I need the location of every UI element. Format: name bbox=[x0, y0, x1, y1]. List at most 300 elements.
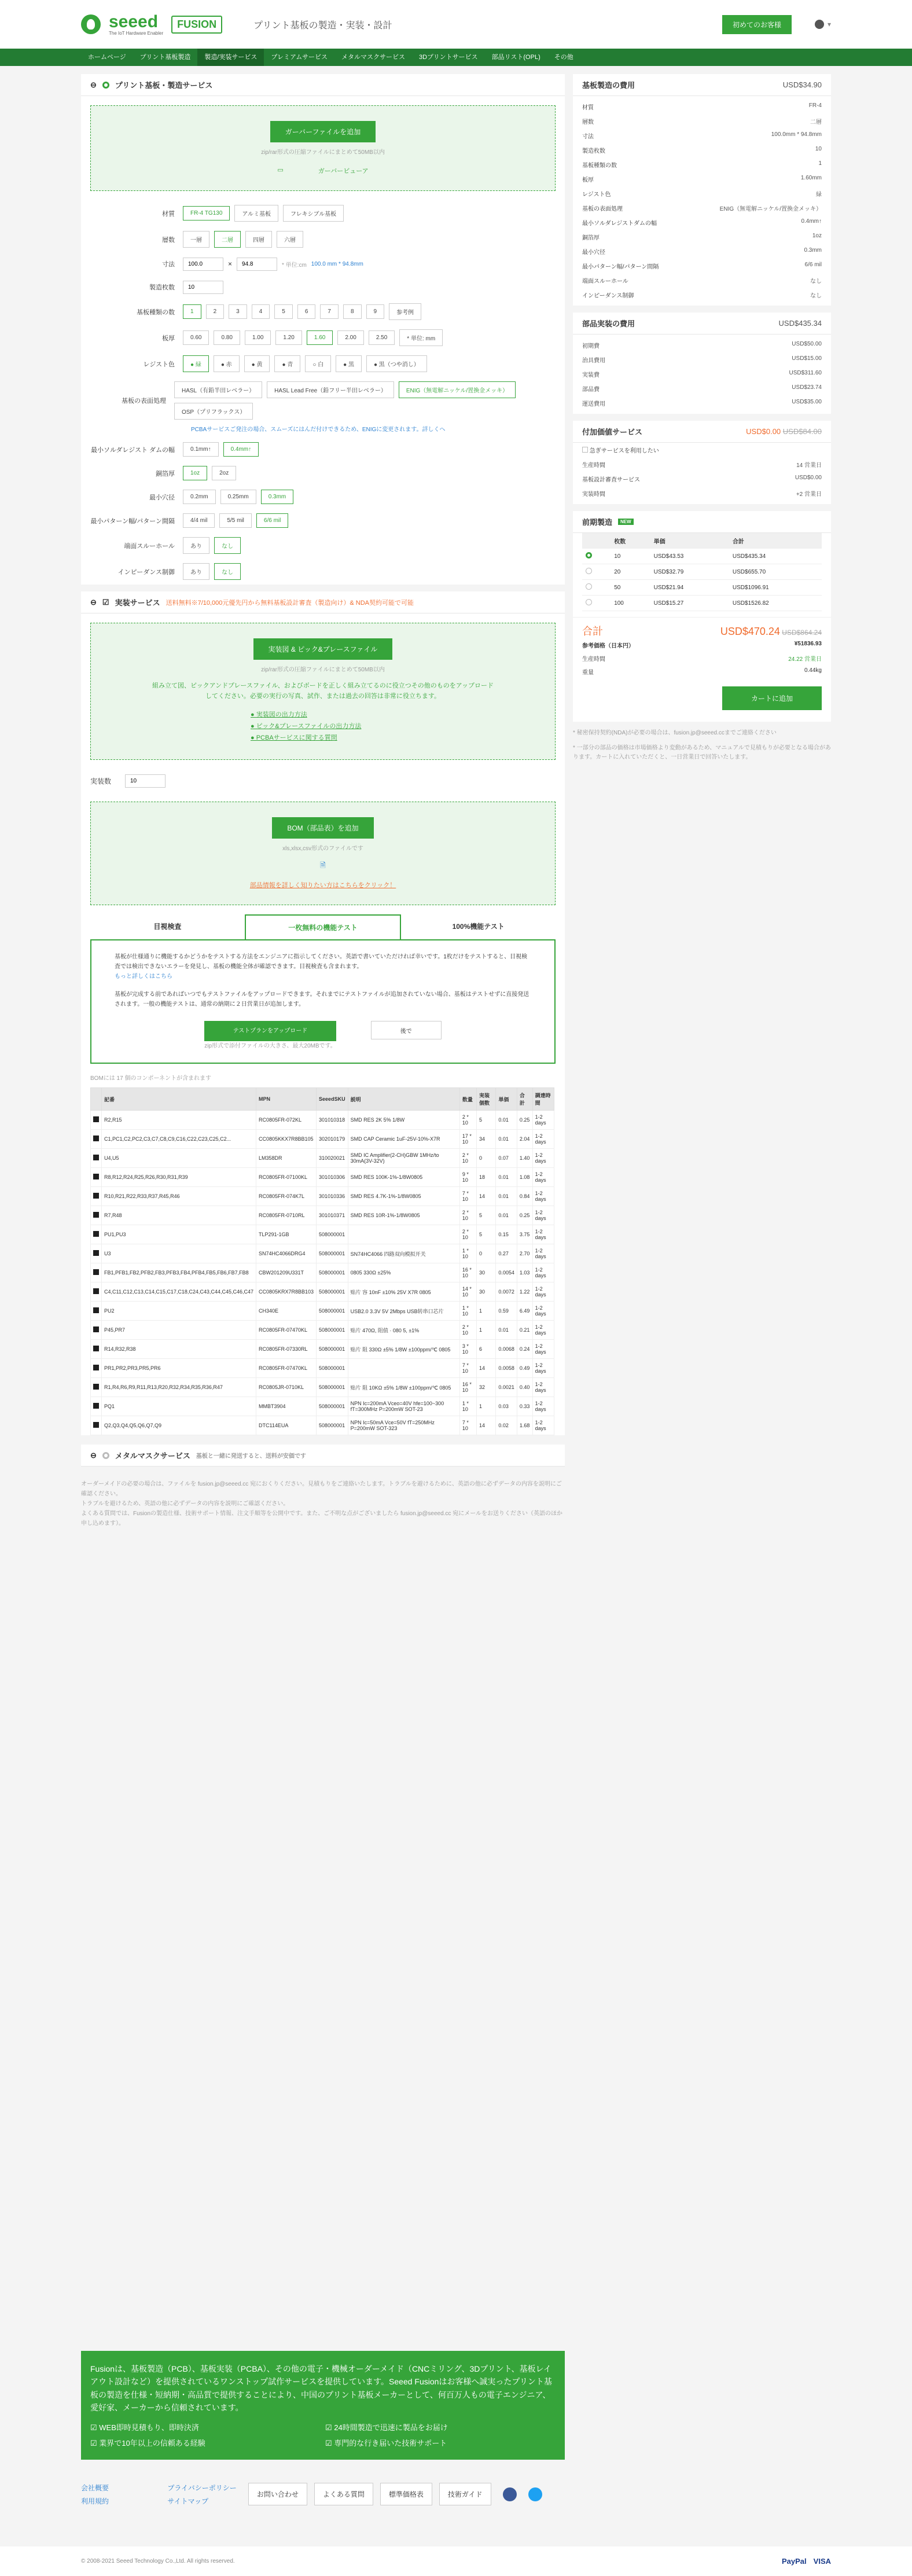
radio-cell[interactable] bbox=[582, 549, 611, 564]
upload-test-plan-button[interactable]: テストプランをアップロード bbox=[204, 1021, 336, 1041]
table-cell: SMD RES 4.7K-1%-1/8W0805 bbox=[348, 1187, 459, 1206]
table-cell: 2.04 bbox=[517, 1130, 532, 1149]
check-cell[interactable] bbox=[91, 1397, 102, 1416]
table-cell: 1-2 days bbox=[532, 1225, 554, 1244]
quantity-row[interactable] bbox=[582, 580, 822, 596]
assembly-link[interactable]: ● ピック&プレースファイルの出力方法 bbox=[251, 723, 362, 730]
table-cell: RC0805FR-0710RL bbox=[256, 1206, 316, 1225]
summary-row bbox=[573, 172, 831, 186]
summary-row bbox=[573, 143, 831, 157]
table-cell: 301010371 bbox=[317, 1206, 348, 1225]
table-cell: 2 * 10 bbox=[459, 1321, 476, 1340]
option-button[interactable]: 3 bbox=[229, 304, 247, 319]
nav-item[interactable]: 部品リスト(OPL) bbox=[491, 54, 540, 61]
stencil-note: 基板と一緒に発送すると、送料が安価です bbox=[196, 1453, 306, 1460]
check-cell[interactable] bbox=[91, 1206, 102, 1225]
checkbox-icon[interactable] bbox=[93, 1269, 99, 1275]
bom-info-link[interactable]: 部品情報を詳しく知りたい方はこちらをクリック！ bbox=[249, 882, 396, 890]
check-cell[interactable] bbox=[91, 1225, 102, 1244]
table-row bbox=[91, 1263, 554, 1283]
option-button[interactable]: 6 bbox=[297, 304, 316, 319]
option-button[interactable]: HASL（有鉛半田レベラー） bbox=[174, 381, 262, 398]
table-cell: 30 bbox=[477, 1283, 496, 1302]
footer-bullet: ☑ 24時間製造で迅速に製品をお届け bbox=[325, 2423, 448, 2432]
option-button[interactable]: なし bbox=[214, 537, 241, 554]
table-cell: 0.40 bbox=[517, 1378, 532, 1397]
option-button[interactable]: 2.00 bbox=[337, 330, 363, 345]
test-tab[interactable]: 目視検査 bbox=[90, 914, 245, 939]
footer-link[interactable]: プライバシーポリシー bbox=[167, 2483, 237, 2492]
table-cell: RC0805FR-072KL bbox=[256, 1111, 316, 1130]
section-title: 実装サービス bbox=[115, 598, 160, 607]
option-button[interactable]: 1.20 bbox=[275, 330, 301, 345]
option-button[interactable]: 4/4 mil bbox=[183, 513, 215, 528]
table-cell: Q2,Q3,Q4,Q5,Q6,Q7,Q9 bbox=[102, 1416, 256, 1435]
checkbox-icon[interactable] bbox=[93, 1403, 99, 1409]
option-button[interactable]: 参考例 bbox=[389, 303, 421, 320]
table-cell: 1 bbox=[477, 1321, 496, 1340]
check-cell[interactable] bbox=[91, 1340, 102, 1359]
row-value: 1 bbox=[818, 160, 822, 167]
table-cell: 1 bbox=[477, 1302, 496, 1321]
table-cell: 1-2 days bbox=[532, 1340, 554, 1359]
table-cell: 9 * 10 bbox=[459, 1168, 476, 1187]
footer-link[interactable]: 会社概要 bbox=[81, 2483, 109, 2492]
footer-bullet: ☑ 専門的な行き届いた技術サポート bbox=[325, 2438, 447, 2448]
nav-item[interactable]: プリント基板製造 bbox=[139, 54, 191, 61]
row-value: 1.60mm bbox=[800, 175, 822, 181]
summary-row bbox=[573, 486, 831, 501]
table-cell: 1-2 days bbox=[532, 1321, 554, 1340]
option-button[interactable]: 1.60 bbox=[307, 330, 333, 345]
stencil-section bbox=[81, 1445, 565, 1467]
footer-bullet: ☑ 業界で10年以上の信頼ある経験 bbox=[90, 2438, 205, 2448]
option-button[interactable]: 0.2mm bbox=[183, 490, 216, 504]
seeed-logo-icon bbox=[81, 14, 101, 34]
radio-icon[interactable] bbox=[102, 1452, 109, 1459]
table-cell: 0.01 bbox=[496, 1130, 517, 1149]
brand-name: seeed bbox=[109, 12, 159, 31]
field-row bbox=[81, 461, 565, 485]
bom-count: BOMには 17 個のコンポーネントが含まれます bbox=[90, 1075, 211, 1082]
row-value: USD$0.00 bbox=[795, 475, 822, 481]
check-cell[interactable] bbox=[91, 1263, 102, 1283]
option-button[interactable]: 1oz bbox=[183, 466, 207, 480]
row-value: +2 営業日 bbox=[796, 491, 822, 498]
checkbox-icon[interactable] bbox=[93, 1155, 99, 1160]
assembly-qty-input[interactable] bbox=[125, 774, 166, 788]
gerber-viewer-link[interactable]: ガーバービューア bbox=[318, 168, 369, 175]
option-button[interactable]: 6/6 mil bbox=[256, 513, 288, 528]
copyright-bar bbox=[0, 2546, 912, 2576]
summary-row bbox=[573, 288, 831, 302]
logo[interactable] bbox=[81, 13, 392, 36]
table-cell: 50 bbox=[611, 580, 650, 596]
footer-button[interactable]: 技術ガイド bbox=[439, 2483, 491, 2505]
table-cell: SMD CAP Ceramic 1uF-25V-10%-X7R bbox=[348, 1130, 459, 1149]
option-button[interactable]: 9 bbox=[366, 304, 385, 319]
table-cell: 7 * 10 bbox=[459, 1359, 476, 1378]
option-button[interactable]: ● 緑 bbox=[183, 355, 209, 372]
table-cell: PQ1 bbox=[102, 1397, 256, 1416]
gold-label: 最小ソルダレジスト ダムの幅 bbox=[90, 446, 175, 454]
assembly-note: 送料無料※7/10,000元優先円から無料基板設計審査（製造向け）& NDA契約可能で可能 bbox=[166, 599, 414, 607]
checkbox-icon[interactable] bbox=[93, 1346, 99, 1351]
table-cell: 0.0054 bbox=[496, 1263, 517, 1283]
width-input[interactable] bbox=[183, 258, 223, 271]
learn-more-link[interactable]: もっと詳しくはこちら bbox=[115, 973, 172, 980]
time-value: 24.22 営業日 bbox=[788, 656, 822, 663]
footer-button[interactable]: よくある質問 bbox=[314, 2483, 373, 2505]
summary-row bbox=[573, 472, 831, 486]
height-input[interactable] bbox=[237, 258, 277, 271]
twitter-icon[interactable] bbox=[528, 2487, 542, 2501]
checkbox-icon[interactable] bbox=[93, 1307, 99, 1313]
option-button[interactable]: 一層 bbox=[183, 231, 209, 248]
table-cell: RC0805FR-074K7L bbox=[256, 1187, 316, 1206]
summary-row bbox=[573, 273, 831, 288]
parts-cost-total: USD$435.34 bbox=[778, 319, 822, 328]
table-cell: 0.25 bbox=[517, 1206, 532, 1225]
facebook-icon[interactable] bbox=[503, 2487, 517, 2501]
checkbox-icon[interactable] bbox=[93, 1116, 99, 1122]
option-button[interactable]: 0.25mm bbox=[220, 490, 256, 504]
extra-price: USD$0.00 bbox=[746, 427, 781, 436]
table-cell: 5 bbox=[477, 1206, 496, 1225]
radio-cell[interactable] bbox=[582, 564, 611, 580]
option-button[interactable]: 0.60 bbox=[183, 330, 209, 345]
row-label: 寸法 bbox=[582, 134, 594, 140]
check-cell[interactable] bbox=[91, 1321, 102, 1340]
user-menu[interactable] bbox=[815, 20, 831, 29]
summary-row bbox=[573, 230, 831, 244]
option-button[interactable]: あり bbox=[183, 537, 209, 554]
row-value: USD$50.00 bbox=[792, 341, 822, 347]
row-label: 最小パターン幅/パターン間隔 bbox=[582, 264, 659, 270]
radio-icon[interactable] bbox=[102, 82, 109, 89]
collapse-icon[interactable]: ⊖ bbox=[90, 1450, 97, 1460]
fusion-logo: FUSION bbox=[171, 16, 222, 34]
table-cell: 0.21 bbox=[517, 1321, 532, 1340]
radio-cell[interactable] bbox=[582, 596, 611, 611]
option-button[interactable]: 7 bbox=[320, 304, 339, 319]
summary-row bbox=[573, 367, 831, 381]
option-button[interactable]: 2.50 bbox=[369, 330, 395, 345]
option-button[interactable]: ● 黒 bbox=[336, 355, 362, 372]
quantity-title: 前期製造 bbox=[582, 518, 613, 527]
add-gerber-button[interactable]: ガーバーファイルを追加 bbox=[270, 121, 376, 142]
table-cell: CC0805KKX7R8BB105 bbox=[256, 1130, 316, 1149]
table-cell: 1-2 days bbox=[532, 1206, 554, 1225]
options bbox=[174, 381, 556, 420]
test-tab[interactable]: 100%機能テスト bbox=[401, 914, 556, 939]
option-button[interactable]: ● 黒（つや消し） bbox=[366, 355, 427, 372]
row-label: 基板の表面処理 bbox=[582, 206, 623, 212]
first-time-button[interactable]: 初めてのお客様 bbox=[722, 15, 792, 34]
row-value: 二層 bbox=[810, 119, 822, 126]
col-radio bbox=[582, 533, 611, 549]
col-header: 記番 bbox=[102, 1088, 256, 1111]
nav-item[interactable]: プレミアムサービス bbox=[271, 54, 328, 61]
table-cell: 0.07 bbox=[496, 1149, 517, 1168]
summary-row bbox=[573, 338, 831, 352]
table-cell: 1-2 days bbox=[532, 1359, 554, 1378]
option-button[interactable]: ● 青 bbox=[274, 355, 300, 372]
radio-icon[interactable] bbox=[586, 599, 592, 605]
option-button[interactable]: 8 bbox=[343, 304, 362, 319]
summary-row bbox=[573, 128, 831, 143]
option-button[interactable]: ● 赤 bbox=[214, 355, 240, 372]
rush-checkbox[interactable] bbox=[582, 447, 588, 453]
gerber-dropzone[interactable] bbox=[90, 105, 556, 191]
summary-row bbox=[573, 457, 831, 472]
table-cell: 3.75 bbox=[517, 1225, 532, 1244]
table-row bbox=[91, 1187, 554, 1206]
row-label: 治具費用 bbox=[582, 358, 605, 364]
table-cell: SMD RES 100K-1%-1/8W0805 bbox=[348, 1168, 459, 1187]
table-cell: RC0805FR-07330RL bbox=[256, 1340, 316, 1359]
checkbox-icon[interactable] bbox=[93, 1365, 99, 1370]
table-cell: 0.0068 bbox=[496, 1340, 517, 1359]
nav-item[interactable]: 製造/実装サービス bbox=[197, 49, 264, 66]
quantity-row[interactable] bbox=[582, 564, 822, 580]
checkbox-icon[interactable] bbox=[93, 1174, 99, 1179]
option-button[interactable]: ● 黄 bbox=[244, 355, 270, 372]
table-cell: 508000001 bbox=[317, 1302, 348, 1321]
nav-item[interactable]: ホームページ bbox=[88, 54, 126, 61]
chevron-down-icon: ▾ bbox=[827, 20, 831, 28]
option-button[interactable]: 0.1mm↑ bbox=[183, 442, 219, 457]
table-cell: R7,R48 bbox=[102, 1206, 256, 1225]
extra-old-price: USD$84.00 bbox=[782, 427, 822, 436]
collapse-icon[interactable]: ⊖ bbox=[90, 597, 97, 607]
add-bom-button[interactable]: BOM（部品表）を追加 bbox=[272, 817, 373, 839]
options bbox=[183, 513, 288, 528]
footer-button[interactable]: お問い合わせ bbox=[248, 2483, 307, 2505]
option-button[interactable]: ENIG（無電解ニッケル/置換金メッキ） bbox=[399, 381, 516, 398]
check-cell[interactable] bbox=[91, 1416, 102, 1435]
add-to-cart-button[interactable]: カートに追加 bbox=[722, 686, 822, 710]
weight-value: 0.44kg bbox=[804, 667, 822, 674]
footer-link[interactable]: 利用規約 bbox=[81, 2497, 109, 2505]
option-button[interactable]: 二層 bbox=[214, 231, 241, 248]
row-label: 実装費 bbox=[582, 372, 600, 379]
field-label: レジスト色 bbox=[143, 361, 175, 368]
table-cell: PU2 bbox=[102, 1302, 256, 1321]
row-label: インピーダンス制御 bbox=[582, 293, 634, 299]
notice bbox=[81, 1473, 565, 1534]
row-value: USD$35.00 bbox=[792, 399, 822, 405]
option-button[interactable]: FR-4 TG130 bbox=[183, 206, 230, 221]
option-button[interactable]: 2 bbox=[206, 304, 225, 319]
check-cell[interactable] bbox=[91, 1130, 102, 1149]
table-cell: 0.01 bbox=[496, 1111, 517, 1130]
col-header: 合計 bbox=[729, 533, 822, 549]
check-cell[interactable] bbox=[91, 1168, 102, 1187]
option-button[interactable]: 四層 bbox=[245, 231, 272, 248]
option-button[interactable]: 5/5 mil bbox=[219, 513, 251, 528]
table-cell: 1.40 bbox=[517, 1149, 532, 1168]
checkbox-icon[interactable] bbox=[93, 1288, 99, 1294]
assembly-section bbox=[81, 591, 565, 1435]
table-cell: USD$32.79 bbox=[650, 564, 729, 580]
option-button[interactable]: 0.4mm↑ bbox=[223, 442, 259, 457]
table-cell: USD$21.94 bbox=[650, 580, 729, 596]
add-assembly-file-button[interactable]: 実装図 & ピック&プレースファイル bbox=[253, 638, 393, 660]
times: × bbox=[228, 260, 233, 268]
test-tab[interactable]: 一枚無料の機能テスト bbox=[245, 914, 402, 939]
option-button[interactable]: あり bbox=[183, 563, 209, 580]
pcb-section bbox=[81, 74, 565, 585]
row-value: USD$23.74 bbox=[792, 384, 822, 391]
table-cell: 1-2 days bbox=[532, 1130, 554, 1149]
size-unit: * 単位:cm bbox=[282, 262, 307, 269]
side-note: * 一部分の部品の価格は市場価格より変動があるため、マニュアルで見積もりが必要となる場合があります。カートに入れていただくと、一日営業日で回答いたします。 bbox=[573, 745, 831, 760]
table-cell: LM358DR bbox=[256, 1149, 316, 1168]
col-check bbox=[91, 1088, 102, 1111]
table-row bbox=[91, 1244, 554, 1263]
check-cell[interactable] bbox=[91, 1359, 102, 1378]
option-button[interactable]: 1 bbox=[183, 304, 201, 319]
qty-select[interactable] bbox=[183, 281, 223, 294]
table-cell: 3 * 10 bbox=[459, 1340, 476, 1359]
option-button[interactable]: HASL Lead Free（鉛フリー半田レベラー） bbox=[267, 381, 394, 398]
pcb-cost-panel bbox=[573, 74, 831, 306]
bom-dropzone[interactable] bbox=[90, 802, 556, 905]
table-cell: 7 * 10 bbox=[459, 1416, 476, 1435]
footer-link[interactable]: サイトマップ bbox=[167, 2497, 209, 2505]
table-cell: P45,PR7 bbox=[102, 1321, 256, 1340]
option-button[interactable]: なし bbox=[214, 563, 241, 580]
options bbox=[183, 466, 236, 480]
assembly-link[interactable]: ● 実装図の出力方法 bbox=[251, 711, 307, 719]
table-cell: 17 * 10 bbox=[459, 1130, 476, 1149]
quantity-row[interactable] bbox=[582, 549, 822, 564]
table-cell bbox=[348, 1225, 459, 1244]
assembly-link[interactable]: ● PCBAサービスに関する質問 bbox=[251, 734, 337, 742]
option-button[interactable]: アルミ基板 bbox=[234, 205, 278, 222]
summary-row bbox=[573, 157, 831, 172]
table-cell: RC0805FR-07470KL bbox=[256, 1321, 316, 1340]
quantity-panel bbox=[573, 511, 831, 722]
total-old-price: USD$864.24 bbox=[782, 629, 822, 637]
checkbox-icon[interactable] bbox=[93, 1384, 99, 1390]
radio-cell[interactable] bbox=[582, 580, 611, 596]
table-cell: 508000001 bbox=[317, 1416, 348, 1435]
section-title: プリント基板・製造サービス bbox=[115, 81, 213, 90]
radio-icon[interactable] bbox=[586, 552, 592, 558]
row-label: 板厚 bbox=[582, 177, 594, 183]
footer-button[interactable]: 標準価格表 bbox=[380, 2483, 432, 2505]
table-cell: 0.01 bbox=[496, 1168, 517, 1187]
field-label: 最小パターン幅/パターン間隔 bbox=[90, 517, 175, 525]
checkbox-icon[interactable] bbox=[93, 1212, 99, 1218]
table-cell: 0.84 bbox=[517, 1187, 532, 1206]
later-button[interactable]: 後で bbox=[371, 1021, 442, 1039]
checkbox-icon[interactable] bbox=[93, 1136, 99, 1141]
option-button[interactable]: 5 bbox=[274, 304, 293, 319]
assembly-dropzone[interactable] bbox=[90, 623, 556, 760]
table-cell: 5 bbox=[477, 1111, 496, 1130]
row-label: レジスト色 bbox=[582, 192, 611, 198]
nav-item[interactable]: メタルマスクサービス bbox=[341, 54, 405, 61]
option-button[interactable]: 六層 bbox=[277, 231, 303, 248]
row-value: 14 営業日 bbox=[796, 462, 822, 469]
table-row bbox=[91, 1359, 554, 1378]
option-button[interactable]: 2oz bbox=[212, 466, 236, 480]
summary-row bbox=[573, 215, 831, 230]
option-button[interactable]: 1.00 bbox=[245, 330, 271, 345]
pcb-cost-total: USD$34.90 bbox=[782, 80, 822, 89]
check-cell[interactable] bbox=[91, 1187, 102, 1206]
qty-label: 製造枚数 bbox=[149, 284, 175, 291]
time-label: 生産時間 bbox=[582, 656, 605, 663]
option-button[interactable]: フレキシブル基板 bbox=[283, 205, 344, 222]
row-value: USD$311.60 bbox=[789, 370, 822, 376]
check-cell[interactable] bbox=[91, 1244, 102, 1263]
nav-item[interactable]: その他 bbox=[554, 54, 573, 61]
table-cell: 508000001 bbox=[317, 1283, 348, 1302]
table-cell: PU1,PU3 bbox=[102, 1225, 256, 1244]
table-cell: 0.0021 bbox=[496, 1378, 517, 1397]
check-cell[interactable] bbox=[91, 1283, 102, 1302]
quantity-row[interactable] bbox=[582, 596, 822, 611]
row-label: 生産時間 bbox=[582, 462, 605, 469]
table-cell: R8,R12,R24,R25,R26,R30,R31,R39 bbox=[102, 1168, 256, 1187]
option-button[interactable]: ○ 白 bbox=[305, 355, 331, 372]
checkbox-icon[interactable] bbox=[93, 1193, 99, 1199]
table-cell: 1-2 days bbox=[532, 1302, 554, 1321]
option-button[interactable]: 0.80 bbox=[214, 330, 240, 345]
checkbox-icon[interactable] bbox=[93, 1250, 99, 1256]
copyright-text: © 2008-2021 Seeed Technology Co.,Ltd. All rights reserved. bbox=[81, 2558, 235, 2564]
site-header bbox=[0, 0, 912, 49]
checkbox-icon[interactable] bbox=[93, 1422, 99, 1428]
checkbox-icon[interactable] bbox=[93, 1231, 99, 1237]
checkbox-icon[interactable] bbox=[93, 1326, 99, 1332]
check-cell[interactable] bbox=[91, 1302, 102, 1321]
quantity-table bbox=[582, 533, 822, 611]
check-cell[interactable] bbox=[91, 1111, 102, 1130]
table-cell: U4,U5 bbox=[102, 1149, 256, 1168]
field-label: インピーダンス制御 bbox=[117, 568, 175, 576]
table-cell: RC0805JR-0710KL bbox=[256, 1378, 316, 1397]
check-icon[interactable]: ☑ bbox=[102, 597, 109, 607]
option-button[interactable]: OSP（プリフラックス） bbox=[174, 403, 253, 420]
table-cell: 0 bbox=[477, 1244, 496, 1263]
check-cell[interactable] bbox=[91, 1149, 102, 1168]
table-cell: 0.0072 bbox=[496, 1283, 517, 1302]
radio-icon[interactable] bbox=[586, 568, 592, 574]
table-cell: C1,PC1,C2,PC2,C3,C7,C8,C9,C16,C22,C23,C25,C2... bbox=[102, 1130, 256, 1149]
collapse-icon[interactable]: ⊖ bbox=[90, 80, 97, 89]
table-cell: R2,R15 bbox=[102, 1111, 256, 1130]
check-cell[interactable] bbox=[91, 1378, 102, 1397]
option-button[interactable]: 0.3mm bbox=[261, 490, 294, 504]
option-button[interactable]: * 単位: mm bbox=[399, 329, 443, 346]
nav-item[interactable]: 3Dプリントサービス bbox=[418, 54, 478, 61]
table-cell: 0.49 bbox=[517, 1359, 532, 1378]
table-cell: 14 * 10 bbox=[459, 1283, 476, 1302]
table-cell: 0.33 bbox=[517, 1397, 532, 1416]
option-button[interactable]: 4 bbox=[252, 304, 270, 319]
summary-row bbox=[573, 201, 831, 215]
gold-row bbox=[81, 438, 565, 461]
new-badge: NEW bbox=[618, 519, 634, 525]
field-row bbox=[81, 558, 565, 585]
total-price: USD$470.24 bbox=[720, 626, 780, 637]
radio-icon[interactable] bbox=[586, 583, 592, 590]
